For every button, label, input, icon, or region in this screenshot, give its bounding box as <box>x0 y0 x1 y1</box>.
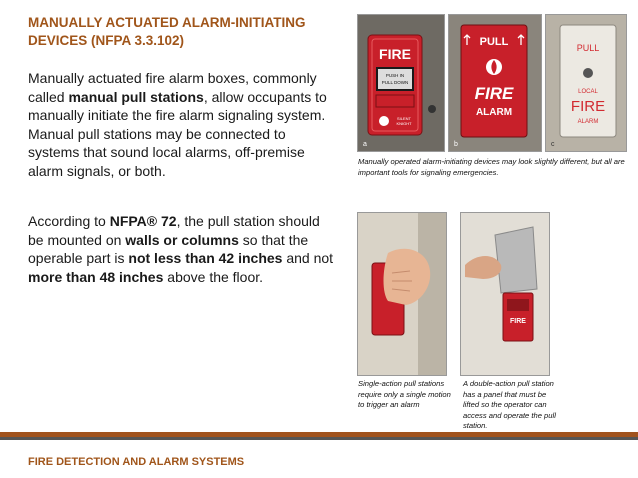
svg-text:KNIGHT: KNIGHT <box>396 121 412 126</box>
svg-text:FIRE: FIRE <box>510 318 526 325</box>
pull-label-b: PULL <box>479 36 509 48</box>
svg-text:ALARM: ALARM <box>577 119 599 125</box>
footer-divider-gray <box>0 437 638 440</box>
svg-text:SILENT: SILENT <box>396 116 412 121</box>
photo-pull-station-a <box>357 14 445 152</box>
caption-top-photos: Manually operated alarm-initiating devices may look slightly different, but all are important tools for signaling emergencies. <box>358 157 625 177</box>
pull-station-c-illustration <box>546 15 626 151</box>
fire-label-b: FIRE <box>474 84 514 103</box>
paragraph-mounting-height: According to NFPA® 72, the pull station should be mounted on walls or columns so that the operable part is not less than 42 inches and not more than 48 inches above the floor. <box>28 213 334 285</box>
caption-double-action: A double-action pull station has a panel that must be lifted so the operator can access and operate the pull station. <box>463 379 556 430</box>
pull-station-b-illustration <box>449 15 541 151</box>
photo-single-action <box>357 212 447 376</box>
caption-single-action: Single-action pull stations require only a single motion to trigger an alarm <box>358 379 451 409</box>
svg-text:LOCAL: LOCAL <box>578 89 598 95</box>
fire-label-c: FIRE <box>570 98 606 115</box>
svg-text:b: b <box>454 141 458 148</box>
svg-text:PULL DOWN: PULL DOWN <box>381 80 409 85</box>
svg-text:PUSH IN: PUSH IN <box>385 73 405 78</box>
double-action-illustration <box>461 213 549 375</box>
photo-pull-station-c <box>545 14 627 152</box>
slide-title: MANUALLY ACTUATED ALARM-INITIATING DEVICES (NFPA 3.3.102) <box>28 15 306 48</box>
pull-label-c: PULL <box>576 43 600 53</box>
footer-text: FIRE DETECTION AND ALARM SYSTEMS <box>28 456 245 468</box>
paragraph-pull-stations: Manually actuated fire alarm boxes, commonly called manual pull stations, allow occupants to manually initiate the fire alarm signaling system. Manual pull stations may be connected to systems that sound local alarms, off-premise alarm signals, or both. <box>28 70 327 179</box>
fire-label-a: FIRE <box>379 46 411 62</box>
photo-pull-station-b <box>448 14 542 152</box>
photo-double-action <box>460 212 550 376</box>
alarm-label-b: ALARM <box>475 107 513 118</box>
svg-text:a: a <box>363 141 367 148</box>
pull-station-a-illustration <box>358 15 444 151</box>
svg-text:c: c <box>551 141 555 148</box>
single-action-illustration <box>358 213 446 375</box>
